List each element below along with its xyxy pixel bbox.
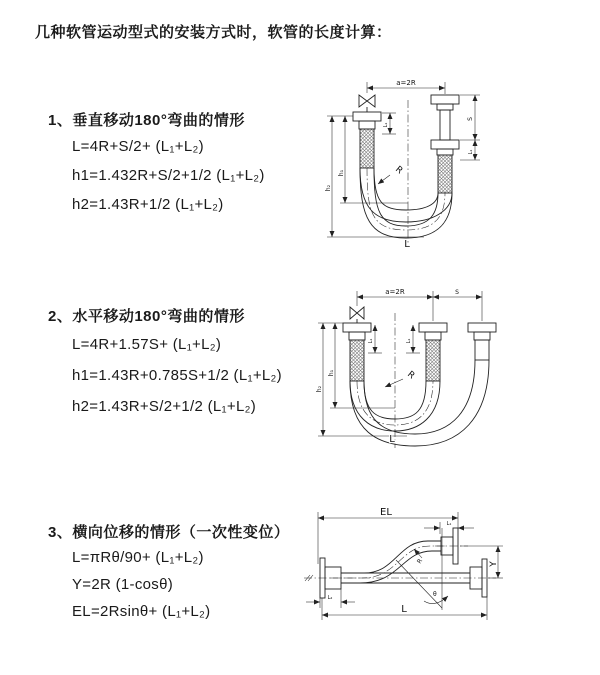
flange-left (353, 112, 381, 121)
dim-l1-label-middle: L₁ (406, 338, 412, 344)
section3-formula-l: L=πRθ/90+ (L₁+L₂) (72, 549, 204, 566)
flange-left (343, 323, 371, 332)
hose-body (353, 95, 459, 238)
section1-formula-l: L=4R+S/2+ (L₁+L₂) (72, 138, 204, 155)
braid-section-middle (426, 340, 440, 381)
dimension-labels (328, 507, 499, 615)
section3-heading: 3、横向位移的情形（一次性变位） (48, 524, 290, 541)
dim-y-label: Y (489, 561, 499, 567)
dim-l1-label: L₁ (446, 521, 452, 527)
dim-l1-label-left: L₁ (383, 122, 389, 128)
braid-section-left (350, 340, 364, 381)
section1-formula-h1: h1=1.432R+S/2+1/2 (L₁+L₂) (72, 167, 265, 184)
section2-formula-h1: h1=1.43R+0.785S+1/2 (L₁+L₂) (72, 367, 282, 384)
braid-section-right (438, 155, 452, 193)
dim-s-label: S (467, 117, 474, 121)
section2-heading: 2、水平移动180°弯曲的情形 (48, 308, 245, 325)
dim-l1-label-right: L₁ (468, 149, 474, 155)
dim-h1-label: h₁ (338, 169, 345, 177)
dim-l2-label: L₂ (327, 595, 333, 601)
dim-a-label: a=2R (396, 79, 416, 87)
diagram-vertical-180-bend (312, 70, 497, 255)
flange-middle (419, 323, 447, 332)
section1-formula-h2: h2=1.43R+1/2 (L₁+L₂) (72, 196, 224, 213)
dim-a-label: a=2R (385, 288, 405, 296)
dimension-lines (327, 82, 480, 237)
theta-label: θ (433, 591, 437, 598)
radius-label: R (405, 369, 417, 382)
section3-formula-el: EL=2Rsinθ+ (L₁+L₂) (72, 603, 211, 620)
valve-icon (350, 307, 364, 319)
dimension-lines (318, 291, 482, 436)
dim-h1-label: h₁ (328, 369, 335, 377)
flange-right-lower (431, 140, 459, 149)
section1-heading: 1、垂直移动180°弯曲的情形 (48, 112, 245, 129)
dim-h2-label: h₂ (325, 184, 332, 192)
section2-formula-l: L=4R+1.57S+ (L₁+L₂) (72, 336, 222, 353)
hose-body (343, 307, 496, 446)
dim-el-label: EL (380, 507, 392, 518)
valve-icon (359, 95, 375, 107)
diagram-lateral-displacement (300, 498, 600, 648)
flange-right-upper (431, 95, 459, 104)
dim-s-label: S (455, 289, 459, 296)
flange-right (468, 323, 496, 332)
section2-formula-h2: h2=1.43R+S/2+1/2 (L₁+L₂) (72, 398, 257, 415)
radius-label: R (415, 557, 425, 566)
dim-h2-label: h₂ (316, 385, 323, 393)
radius-label: R (393, 164, 405, 177)
length-label: L (389, 434, 395, 445)
dim-l-label: L (401, 604, 407, 615)
dim-l1-label-left: L₁ (368, 338, 374, 344)
page-title: 几种软管运动型式的安装方式时，软管的长度计算： (35, 24, 392, 41)
length-label: L (404, 239, 410, 250)
hose-body (320, 528, 487, 598)
diagram-horizontal-180-bend (315, 283, 515, 453)
braid-section-left (360, 129, 374, 168)
section3-formula-y: Y=2R (1-cosθ) (72, 576, 174, 593)
